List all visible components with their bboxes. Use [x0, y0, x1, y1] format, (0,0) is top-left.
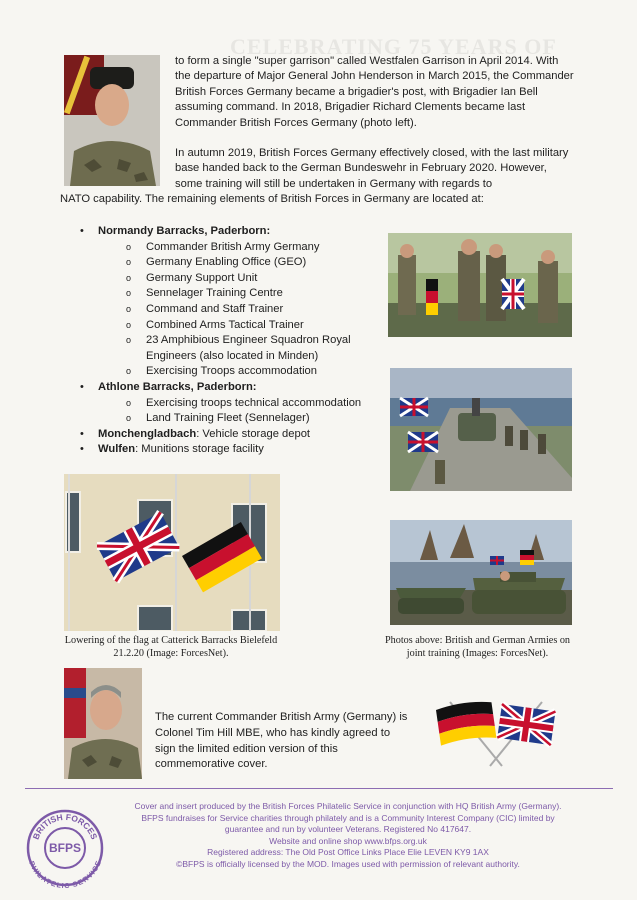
sublist	[78, 240, 398, 380]
footer-line: Cover and insert produced by the British Forces Philatelic Service in conjunction with HQ British Army (Germany).	[134, 801, 562, 811]
sublist	[78, 396, 398, 427]
sub-item-label: 23 Amphibious Engineer Squadron Royal Engineers (also located in Minden)	[146, 334, 351, 362]
circle-bullet-icon: o	[126, 241, 132, 252]
location-item	[78, 427, 398, 443]
sub-item-label: Commander British Army Germany	[146, 240, 320, 253]
sub-item	[126, 255, 398, 271]
logo-top-text: BRITISH FORCES	[30, 811, 100, 841]
sub-item	[126, 240, 398, 256]
flag-lowering-photo	[64, 474, 280, 631]
history-paragraph: to form a single "super garrison" called Westfalen Garrison in April 2014. With the departure of Major General John Henderson in March 2015, the Commander British Forces Germany became a brigadier's post, with Brigadier Ian Bell assuming command. In 2018, Brigadier Richard Clements became last Commander British Forces Germany (photo left).	[175, 55, 574, 129]
bullet-icon: •	[80, 443, 84, 456]
circle-bullet-icon: o	[126, 335, 132, 346]
flag-lowering-caption: Lowering of the flag at Catterick Barracks Bielefeld 21.2.20 (Image: ForcesNet).	[64, 635, 278, 659]
bullet-icon: •	[80, 427, 84, 440]
svg-text:PHILATELIC SERVICE	[27, 859, 103, 888]
footer-divider	[25, 788, 613, 789]
brigadier-portrait-photo	[64, 55, 160, 186]
circle-bullet-icon: o	[126, 257, 132, 268]
sub-item	[126, 271, 398, 287]
svg-text:BRITISH FORCES	[31, 812, 100, 841]
footer-text	[103, 801, 593, 871]
location-name: Monchengladbach	[98, 427, 197, 440]
sub-item-label: Germany Support Unit	[146, 271, 258, 284]
circle-bullet-icon: o	[126, 272, 132, 283]
sub-item-label: Command and Staff Trainer	[146, 302, 284, 315]
location-item	[78, 442, 398, 458]
joint-training-caption: Photos above: British and German Armies on joint training (Images: ForcesNet).	[384, 635, 571, 659]
logo-bottom-text: PHILATELIC SERVICE	[27, 859, 103, 888]
location-name: Wulfen	[98, 443, 136, 456]
bfps-logo	[25, 808, 105, 888]
joint-training-photo-3	[390, 520, 572, 625]
circle-bullet-icon: o	[126, 303, 132, 314]
joint-training-photo-1	[388, 233, 572, 337]
footer-line: guarantee and run by volunteer Veterans. Registered No 417647.	[224, 824, 472, 835]
sub-item	[126, 411, 398, 427]
bullet-icon: •	[80, 225, 84, 237]
circle-bullet-icon: o	[126, 288, 132, 299]
sub-item	[126, 286, 398, 302]
sub-item	[126, 302, 398, 318]
show-through-heading: CELEBRATING 75 YEARS OF	[230, 34, 557, 59]
sub-item	[126, 364, 398, 380]
locations-list	[78, 224, 398, 458]
location-name: Athlone Barracks, Paderborn:	[98, 380, 257, 393]
location-item	[78, 380, 398, 396]
circle-bullet-icon: o	[126, 413, 132, 424]
sub-item-label: Germany Enabling Office (GEO)	[146, 256, 307, 269]
circle-bullet-icon: o	[126, 319, 132, 330]
commander-portrait-photo	[64, 668, 142, 779]
sub-item-label: Sennelager Training Centre	[146, 287, 283, 300]
sub-item-label: Land Training Fleet (Sennelager)	[146, 412, 310, 425]
sub-item	[126, 333, 356, 364]
sub-item-label: Exercising troops technical accommodation	[146, 396, 362, 409]
sub-item-label: Combined Arms Tactical Trainer	[146, 318, 304, 331]
commander-paragraph: The current Commander British Army (Germany) is Colonel Tim Hill MBE, who has kindly agreed to sign the limited edition version of this commemorative cover.	[155, 711, 408, 771]
closure-paragraph-end: NATO capability. The remaining elements of British Forces in Germany are located at:	[60, 193, 484, 205]
circle-bullet-icon: o	[126, 366, 132, 377]
sub-item	[126, 396, 398, 412]
location-detail: : Munitions storage facility	[135, 443, 264, 456]
footer-line: ©BFPS is officially licensed by the MOD. Images used with permission of relevant authority.	[176, 858, 520, 869]
footer-line: BFPS fundraises for Service charities through philately and is a Community Interest Company (CIC) limited by	[141, 812, 555, 823]
sub-item-label: Exercising Troops accommodation	[146, 365, 317, 378]
logo-center-text: BFPS	[48, 841, 82, 855]
crossed-flags-graphic	[430, 698, 562, 770]
location-item	[78, 224, 398, 240]
bullet-icon: •	[80, 380, 84, 393]
footer-website[interactable]: Website and online shop www.bfps.org.uk	[269, 835, 427, 846]
footer-line: Registered address: The Old Post Office Links Place Elie LEVEN KY9 1AX	[207, 847, 489, 858]
location-name: Normandy Barracks, Paderborn:	[98, 225, 271, 237]
closure-paragraph: In autumn 2019, British Forces Germany effectively closed, with the last military base handed back to the German Bundeswehr in February 2020. However, some training will still be undertaken in Germany with regards to	[175, 147, 569, 190]
location-detail: : Vehicle storage depot	[196, 427, 311, 440]
joint-training-photo-2	[390, 368, 572, 491]
sub-item	[126, 318, 398, 334]
circle-bullet-icon: o	[126, 397, 132, 408]
